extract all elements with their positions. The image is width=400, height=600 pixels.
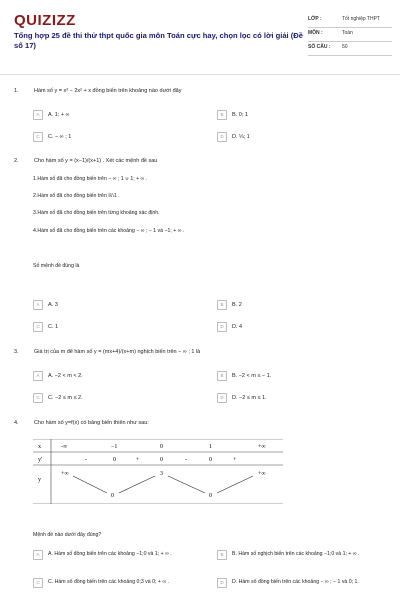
y-value: 3 — [160, 471, 163, 477]
meta-value: Toán — [342, 30, 353, 36]
meta-panel — [308, 14, 392, 56]
option-letter-box: D — [217, 322, 227, 332]
option-b[interactable] — [217, 371, 271, 381]
option-letter-box: D — [217, 393, 227, 403]
trend-arrow-down — [168, 476, 205, 493]
option-d[interactable] — [217, 393, 267, 403]
meta-row-subject — [308, 28, 392, 42]
option-a[interactable] — [33, 550, 183, 560]
option-text: C. − ∞ ; 1 — [48, 134, 72, 140]
variation-table — [33, 439, 283, 504]
option-text: B. 0; 1 — [232, 112, 248, 118]
option-d[interactable] — [217, 578, 367, 588]
option-text: D. Hàm số đồng biến trên các khoảng − ∞ ; − 1 và 0; 1. — [232, 579, 359, 585]
option-letter-box: A — [33, 550, 43, 560]
option-text: C. 1 — [48, 324, 59, 330]
x-value: 1 — [209, 444, 212, 450]
x-value: -∞ — [61, 444, 68, 450]
option-letter-box: C — [33, 322, 43, 332]
option-d[interactable] — [217, 132, 250, 142]
statement-1: 1.Hàm số đã cho đồng biến trên − ∞ ; 1 ∪ 1; + ∞ . — [33, 176, 148, 182]
option-a[interactable] — [33, 371, 83, 381]
row-label-x: x — [38, 444, 41, 450]
option-text: C. Hàm số đồng biến trên các khoảng 0;3 và 0; + ∞ . — [48, 579, 169, 585]
y-value: +∞ — [258, 471, 266, 477]
derivative-sign: - — [85, 457, 87, 463]
y-value: 0 — [209, 493, 212, 499]
derivative-zero: 0 — [209, 457, 212, 463]
option-a[interactable] — [33, 300, 58, 310]
question-text: Hàm số y = x³ − 2x² + x đồng biến trên khoảng nào dưới đây — [34, 88, 182, 94]
option-letter-box: B — [217, 550, 227, 560]
derivative-sign: - — [185, 457, 187, 463]
option-letter-box: D — [217, 132, 227, 142]
meta-key: MÔN : — [308, 30, 323, 36]
option-text: A. Hàm số đồng biến trên các khoảng −1;0 và 1; + ∞ . — [48, 551, 172, 557]
option-text: B. 2 — [232, 302, 242, 308]
question-number: 3. — [14, 349, 19, 355]
option-letter-box: B — [217, 371, 227, 381]
option-letter-box: A — [33, 110, 43, 120]
question-number: 4. — [14, 420, 19, 426]
page-title: Tổng hợp 25 đề thi thử thpt quốc gia môn Toán cực hay, chọn lọc có lời giải (Đề số 17) — [14, 31, 303, 50]
y-value: 0 — [111, 493, 114, 499]
statement-4: 4.Hàm số đã cho đồng biến trên các khoảng − ∞ ; − 1 và −1; + ∞ . — [33, 228, 185, 234]
x-value: −1 — [111, 444, 118, 450]
option-letter-box: D — [217, 578, 227, 588]
option-c[interactable] — [33, 393, 83, 403]
option-c[interactable] — [33, 322, 58, 332]
x-value: 0 — [160, 444, 163, 450]
option-letter-box: B — [217, 300, 227, 310]
option-letter-box: C — [33, 393, 43, 403]
option-c[interactable] — [33, 132, 71, 142]
trend-arrow-down — [73, 476, 107, 493]
derivative-zero: 0 — [160, 457, 163, 463]
option-letter-box: A — [33, 300, 43, 310]
option-text: A. −2 < m < 2. — [48, 373, 83, 379]
derivative-sign: + — [136, 457, 140, 463]
statement-3: 3.Hàm số đã cho đồng biến trên từng khoảng xác định. — [33, 210, 160, 216]
question-text: Giá trị của m để hàm số y = (mx+4)/(x+m) nghịch biến trên − ∞ ; 1 là — [34, 349, 201, 355]
statement-2: 2.Hàm số đã cho đồng biến trên ℝ\1 . — [33, 193, 120, 199]
y-value: +∞ — [61, 471, 69, 477]
derivative-zero: 0 — [113, 457, 116, 463]
x-value: +∞ — [258, 444, 266, 450]
trend-arrow-up — [217, 476, 253, 493]
option-text: D. ⅓; 1 — [232, 134, 250, 140]
derivative-sign: + — [233, 457, 237, 463]
option-a[interactable] — [33, 110, 70, 120]
question-prompt: Số mệnh đề đúng là — [33, 263, 80, 269]
question-text: Cho hàm số y = (x−1)/(x+1) . Xét các mệnh đề sau — [34, 158, 158, 164]
option-c[interactable] — [33, 578, 183, 588]
quizizz-logo: QUIZIZZ — [14, 12, 76, 29]
option-text: A. 3 — [48, 302, 58, 308]
option-b[interactable] — [217, 110, 248, 120]
meta-key: LỚP : — [308, 16, 322, 22]
option-b[interactable] — [217, 300, 242, 310]
option-text: D. 4 — [232, 324, 243, 330]
meta-value: 50 — [342, 44, 348, 50]
option-letter-box: C — [33, 132, 43, 142]
row-label-y: y — [38, 477, 41, 483]
question-prompt: Mệnh đề nào dưới đây đúng? — [33, 532, 102, 538]
row-label-yprime: y' — [38, 457, 43, 463]
option-text: B. Hàm số nghịch biến trên các khoảng −1;0 và 1; + ∞ . — [232, 551, 360, 557]
question-text: Cho hàm số y=f(x) có bảng biến thiên như sau: — [34, 420, 149, 426]
question-number: 2. — [14, 158, 19, 164]
meta-row-count — [308, 42, 392, 56]
option-d[interactable] — [217, 322, 242, 332]
option-text: C. −2 ≤ m ≤ 2. — [48, 395, 83, 401]
meta-key: SỐ CÂU : — [308, 44, 331, 50]
header-divider — [0, 74, 400, 75]
meta-row-class — [308, 14, 392, 28]
meta-value: Tốt nghiệp THPT — [342, 16, 380, 22]
option-b[interactable] — [217, 550, 367, 560]
trend-arrow-up — [119, 476, 155, 493]
option-text: B. −2 < m ≤ − 1. — [232, 373, 272, 379]
question-number: 1. — [14, 88, 19, 94]
option-text: A. 1; + ∞ — [48, 112, 70, 118]
option-letter-box: C — [33, 578, 43, 588]
option-letter-box: A — [33, 371, 43, 381]
option-text: D. −2 ≤ m ≤ 1. — [232, 395, 267, 401]
option-letter-box: B — [217, 110, 227, 120]
